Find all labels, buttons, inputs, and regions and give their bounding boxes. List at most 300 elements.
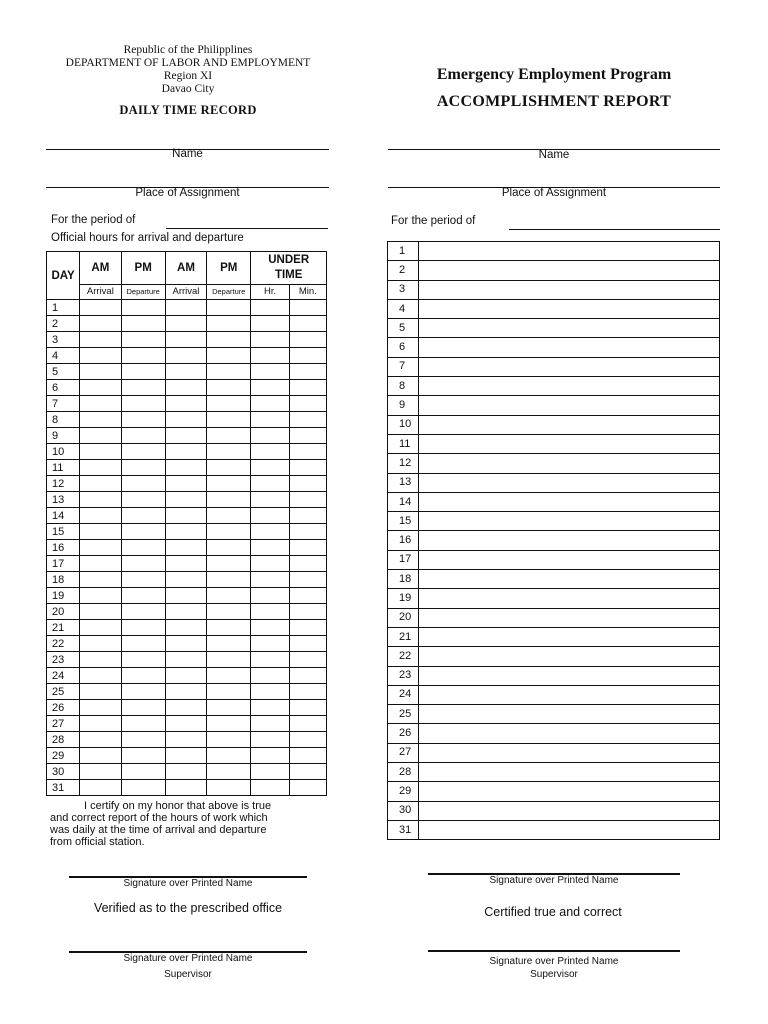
accomplishment-row [388, 357, 720, 376]
dtr-day-number: 28 [47, 732, 80, 748]
pm-departure-cell[interactable] [207, 556, 251, 572]
accomplishment-entry-cell[interactable] [419, 589, 720, 608]
pm-arrival-cell[interactable] [165, 668, 206, 684]
accomplishment-entry-cell[interactable] [419, 570, 720, 589]
undertime-min-cell[interactable] [289, 460, 326, 476]
report-name-label: Name [538, 149, 570, 161]
am-arrival-cell[interactable] [80, 684, 121, 700]
am-departure-cell[interactable] [121, 700, 165, 716]
undertime-hr-cell[interactable] [251, 348, 289, 364]
am-arrival-cell[interactable] [80, 348, 121, 364]
am-arrival-cell[interactable] [80, 396, 121, 412]
undertime-hr-cell[interactable] [251, 396, 289, 412]
am-arrival-cell[interactable] [80, 604, 121, 620]
accomplishment-entry-cell[interactable] [419, 820, 720, 839]
pm-departure-cell[interactable] [207, 396, 251, 412]
accomplishment-day-number: 16 [388, 531, 419, 550]
pm-arrival-cell[interactable] [165, 300, 206, 316]
pm-departure-cell[interactable] [207, 348, 251, 364]
undertime-hr-cell[interactable] [251, 476, 289, 492]
accomplishment-entry-cell[interactable] [419, 608, 720, 627]
undertime-hr-cell[interactable] [251, 460, 289, 476]
pm-header-2: PM [207, 252, 251, 285]
dtr-header-row [47, 252, 327, 285]
accomplishment-entry-cell[interactable] [419, 242, 720, 261]
am-departure-cell[interactable] [121, 684, 165, 700]
accomplishment-day-number: 14 [388, 492, 419, 511]
accomplishment-entry-cell[interactable] [419, 550, 720, 569]
undertime-min-cell[interactable] [289, 412, 326, 428]
undertime-hr-cell[interactable] [251, 748, 289, 764]
undertime-min-cell[interactable] [289, 556, 326, 572]
undertime-hr-cell[interactable] [251, 316, 289, 332]
dtr-day-number: 24 [47, 668, 80, 684]
accomplishment-row [388, 820, 720, 839]
accomplishment-entry-cell[interactable] [419, 415, 720, 434]
undertime-min-cell[interactable] [289, 428, 326, 444]
accomplishment-entry-cell[interactable] [419, 280, 720, 299]
pm-arrival-cell[interactable] [165, 652, 206, 668]
pm-departure-cell[interactable] [207, 492, 251, 508]
dtr-day-row [47, 780, 327, 796]
am-arrival-cell[interactable] [80, 540, 121, 556]
pm-arrival-cell[interactable] [165, 732, 206, 748]
dtr-day-row [47, 444, 327, 460]
accomplishment-day-number: 17 [388, 550, 419, 569]
dtr-day-number: 14 [47, 508, 80, 524]
pm-arrival-cell[interactable] [165, 620, 206, 636]
pm-departure-cell[interactable] [207, 732, 251, 748]
undertime-min-cell[interactable] [289, 588, 326, 604]
dtr-day-number: 12 [47, 476, 80, 492]
dtr-day-number: 20 [47, 604, 80, 620]
dtr-day-number: 26 [47, 700, 80, 716]
pm-arrival-cell[interactable] [165, 492, 206, 508]
undertime-min-cell[interactable] [289, 636, 326, 652]
am-arrival-cell[interactable] [80, 620, 121, 636]
pm-arrival-cell[interactable] [165, 444, 206, 460]
am-departure-cell[interactable] [121, 476, 165, 492]
departure-subheader-2: Departure [207, 285, 251, 300]
accomplishment-entry-cell[interactable] [419, 801, 720, 820]
accomplishment-entry-cell[interactable] [419, 338, 720, 357]
am-arrival-cell[interactable] [80, 524, 121, 540]
undertime-min-cell[interactable] [289, 700, 326, 716]
accomplishment-entry-cell[interactable] [419, 666, 720, 685]
undertime-hr-cell[interactable] [251, 684, 289, 700]
accomplishment-day-number: 10 [388, 415, 419, 434]
pm-departure-cell[interactable] [207, 572, 251, 588]
accomplishment-day-number: 23 [388, 666, 419, 685]
undertime-min-cell[interactable] [289, 540, 326, 556]
undertime-min-cell[interactable] [289, 732, 326, 748]
pm-arrival-cell[interactable] [165, 460, 206, 476]
undertime-min-cell[interactable] [289, 332, 326, 348]
report-signature-line-2[interactable] [428, 950, 680, 952]
pm-arrival-cell[interactable] [165, 380, 206, 396]
dtr-day-number: 31 [47, 780, 80, 796]
pm-arrival-cell[interactable] [165, 428, 206, 444]
am-departure-cell[interactable] [121, 556, 165, 572]
undertime-hr-cell[interactable] [251, 732, 289, 748]
accomplishment-row [388, 338, 720, 357]
accomplishment-entry-cell[interactable] [419, 724, 720, 743]
undertime-hr-cell[interactable] [251, 620, 289, 636]
accomplishment-day-number: 11 [388, 434, 419, 453]
dtr-day-number: 30 [47, 764, 80, 780]
am-departure-cell[interactable] [121, 444, 165, 460]
undertime-hr-cell[interactable] [251, 444, 289, 460]
dtr-day-number: 25 [47, 684, 80, 700]
dtr-day-row [47, 764, 327, 780]
undertime-min-cell[interactable] [289, 476, 326, 492]
dtr-day-row [47, 588, 327, 604]
am-departure-cell[interactable] [121, 428, 165, 444]
pm-departure-cell[interactable] [207, 412, 251, 428]
accomplishment-row [388, 473, 720, 492]
accomplishment-entry-cell[interactable] [419, 685, 720, 704]
accomplishment-entry-cell[interactable] [419, 261, 720, 280]
undertime-hr-cell[interactable] [251, 668, 289, 684]
am-arrival-cell[interactable] [80, 668, 121, 684]
am-arrival-cell[interactable] [80, 652, 121, 668]
dtr-period-line[interactable] [166, 228, 328, 229]
undertime-min-cell[interactable] [289, 492, 326, 508]
pm-arrival-cell[interactable] [165, 348, 206, 364]
undertime-hr-cell[interactable] [251, 508, 289, 524]
am-arrival-cell[interactable] [80, 636, 121, 652]
accomplishment-row [388, 454, 720, 473]
pm-departure-cell[interactable] [207, 780, 251, 796]
pm-departure-cell[interactable] [207, 364, 251, 380]
am-departure-cell[interactable] [121, 572, 165, 588]
under-time-label: UNDER TIME [268, 254, 310, 281]
accomplishment-day-number: 30 [388, 801, 419, 820]
undertime-min-cell[interactable] [289, 572, 326, 588]
undertime-hr-cell[interactable] [251, 652, 289, 668]
accomplishment-entry-cell[interactable] [419, 782, 720, 801]
am-arrival-cell[interactable] [80, 444, 121, 460]
accomplishment-row [388, 570, 720, 589]
dtr-day-row [47, 460, 327, 476]
undertime-min-cell[interactable] [289, 316, 326, 332]
accomplishment-entry-cell[interactable] [419, 627, 720, 646]
accomplishment-day-number: 12 [388, 454, 419, 473]
pm-arrival-cell[interactable] [165, 572, 206, 588]
accomplishment-entry-cell[interactable] [419, 434, 720, 453]
dtr-day-number: 4 [47, 348, 80, 364]
am-departure-cell[interactable] [121, 348, 165, 364]
accomplishment-day-number: 9 [388, 396, 419, 415]
undertime-min-cell[interactable] [289, 764, 326, 780]
accomplishment-entry-cell[interactable] [419, 492, 720, 511]
am-departure-cell[interactable] [121, 460, 165, 476]
pm-departure-cell[interactable] [207, 380, 251, 396]
undertime-min-cell[interactable] [289, 716, 326, 732]
accomplishment-row [388, 705, 720, 724]
accomplishment-row [388, 280, 720, 299]
report-title: ACCOMPLISHMENT REPORT [436, 93, 672, 110]
am-departure-cell[interactable] [121, 332, 165, 348]
report-place-label: Place of Assignment [501, 187, 607, 199]
undertime-hr-cell[interactable] [251, 604, 289, 620]
am-arrival-cell[interactable] [80, 476, 121, 492]
undertime-hr-cell[interactable] [251, 492, 289, 508]
pm-departure-cell[interactable] [207, 460, 251, 476]
dtr-day-row [47, 524, 327, 540]
am-arrival-cell[interactable] [80, 748, 121, 764]
pm-arrival-cell[interactable] [165, 508, 206, 524]
undertime-min-cell[interactable] [289, 620, 326, 636]
accomplishment-entry-cell[interactable] [419, 705, 720, 724]
undertime-min-cell[interactable] [289, 524, 326, 540]
pm-departure-cell[interactable] [207, 332, 251, 348]
pm-departure-cell[interactable] [207, 748, 251, 764]
undertime-hr-cell[interactable] [251, 780, 289, 796]
accomplishment-row [388, 377, 720, 396]
dtr-day-row [47, 700, 327, 716]
dtr-signature-label-1: Signature over Printed Name [123, 878, 253, 889]
day-header: DAY [47, 252, 80, 300]
pm-departure-cell[interactable] [207, 700, 251, 716]
report-period-line[interactable] [509, 229, 720, 230]
undertime-hr-cell[interactable] [251, 588, 289, 604]
certify-line-1: I certify on my honor that above is true [84, 800, 272, 812]
am-arrival-cell[interactable] [80, 428, 121, 444]
am-arrival-cell[interactable] [80, 380, 121, 396]
accomplishment-row [388, 299, 720, 318]
am-departure-cell[interactable] [121, 412, 165, 428]
undertime-min-cell[interactable] [289, 684, 326, 700]
header-republic: Republic of the Philipplines [123, 44, 253, 56]
pm-departure-cell[interactable] [207, 588, 251, 604]
pm-arrival-cell[interactable] [165, 604, 206, 620]
accomplishment-row [388, 647, 720, 666]
dtr-day-number: 7 [47, 396, 80, 412]
accomplishment-row [388, 743, 720, 762]
pm-departure-cell[interactable] [207, 764, 251, 780]
accomplishment-row [388, 666, 720, 685]
accomplishment-entry-cell[interactable] [419, 377, 720, 396]
dtr-place-label: Place of Assignment [135, 187, 240, 199]
undertime-min-cell[interactable] [289, 380, 326, 396]
undertime-min-cell[interactable] [289, 300, 326, 316]
accomplishment-entry-cell[interactable] [419, 531, 720, 550]
pm-arrival-cell[interactable] [165, 540, 206, 556]
pm-arrival-cell[interactable] [165, 764, 206, 780]
pm-departure-cell[interactable] [207, 668, 251, 684]
undertime-hr-cell[interactable] [251, 380, 289, 396]
undertime-min-cell[interactable] [289, 444, 326, 460]
undertime-hr-cell[interactable] [251, 556, 289, 572]
undertime-hr-cell[interactable] [251, 540, 289, 556]
accomplishment-entry-cell[interactable] [419, 299, 720, 318]
undertime-min-cell[interactable] [289, 396, 326, 412]
pm-arrival-cell[interactable] [165, 556, 206, 572]
am-departure-cell[interactable] [121, 732, 165, 748]
dtr-day-number: 22 [47, 636, 80, 652]
dtr-table [46, 251, 327, 796]
pm-departure-cell[interactable] [207, 476, 251, 492]
accomplishment-row [388, 492, 720, 511]
am-departure-cell[interactable] [121, 396, 165, 412]
accomplishment-entry-cell[interactable] [419, 454, 720, 473]
dtr-day-row [47, 540, 327, 556]
pm-departure-cell[interactable] [207, 684, 251, 700]
am-departure-cell[interactable] [121, 316, 165, 332]
am-departure-cell[interactable] [121, 748, 165, 764]
accomplishment-day-number: 13 [388, 473, 419, 492]
accomplishment-row [388, 396, 720, 415]
am-departure-cell[interactable] [121, 780, 165, 796]
pm-departure-cell[interactable] [207, 636, 251, 652]
arrival-subheader: Arrival [80, 285, 121, 300]
am-arrival-cell[interactable] [80, 460, 121, 476]
pm-departure-cell[interactable] [207, 540, 251, 556]
undertime-min-cell[interactable] [289, 364, 326, 380]
pm-departure-cell[interactable] [207, 652, 251, 668]
dtr-day-number: 10 [47, 444, 80, 460]
pm-arrival-cell[interactable] [165, 476, 206, 492]
pm-arrival-cell[interactable] [165, 396, 206, 412]
pm-departure-cell[interactable] [207, 620, 251, 636]
am-arrival-cell[interactable] [80, 556, 121, 572]
pm-departure-cell[interactable] [207, 316, 251, 332]
am-arrival-cell[interactable] [80, 716, 121, 732]
am-departure-cell[interactable] [121, 540, 165, 556]
pm-departure-cell[interactable] [207, 524, 251, 540]
accomplishment-day-number: 27 [388, 743, 419, 762]
undertime-hr-cell[interactable] [251, 700, 289, 716]
dtr-day-row [47, 428, 327, 444]
dtr-signature-label-2: Signature over Printed Name [123, 953, 253, 964]
am-arrival-cell[interactable] [80, 492, 121, 508]
pm-departure-cell[interactable] [207, 428, 251, 444]
accomplishment-entry-cell[interactable] [419, 319, 720, 338]
am-arrival-cell[interactable] [80, 412, 121, 428]
accomplishment-entry-cell[interactable] [419, 763, 720, 782]
accomplishment-row [388, 434, 720, 453]
dtr-day-number: 5 [47, 364, 80, 380]
accomplishment-entry-cell[interactable] [419, 743, 720, 762]
dtr-day-row [47, 396, 327, 412]
undertime-min-cell[interactable] [289, 604, 326, 620]
accomplishment-day-number: 1 [388, 242, 419, 261]
accomplishment-day-number: 25 [388, 705, 419, 724]
undertime-hr-cell[interactable] [251, 332, 289, 348]
accomplishment-day-number: 8 [388, 377, 419, 396]
undertime-hr-cell[interactable] [251, 364, 289, 380]
undertime-min-cell[interactable] [289, 652, 326, 668]
accomplishment-row [388, 589, 720, 608]
pm-arrival-cell[interactable] [165, 332, 206, 348]
pm-arrival-cell[interactable] [165, 636, 206, 652]
undertime-min-cell[interactable] [289, 508, 326, 524]
am-arrival-cell[interactable] [80, 508, 121, 524]
undertime-hr-cell[interactable] [251, 636, 289, 652]
am-departure-cell[interactable] [121, 300, 165, 316]
am-arrival-cell[interactable] [80, 300, 121, 316]
am-arrival-cell[interactable] [80, 764, 121, 780]
accomplishment-day-number: 19 [388, 589, 419, 608]
pm-arrival-cell[interactable] [165, 524, 206, 540]
undertime-hr-cell[interactable] [251, 572, 289, 588]
dtr-period-label: For the period of [51, 214, 136, 226]
pm-arrival-cell[interactable] [165, 700, 206, 716]
pm-departure-cell[interactable] [207, 444, 251, 460]
pm-departure-cell[interactable] [207, 604, 251, 620]
am-arrival-cell[interactable] [80, 364, 121, 380]
undertime-hr-cell[interactable] [251, 300, 289, 316]
am-departure-cell[interactable] [121, 668, 165, 684]
accomplishment-entry-cell[interactable] [419, 396, 720, 415]
accomplishment-row [388, 801, 720, 820]
am-departure-cell[interactable] [121, 492, 165, 508]
am-departure-cell[interactable] [121, 364, 165, 380]
undertime-hr-cell[interactable] [251, 524, 289, 540]
am-arrival-cell[interactable] [80, 700, 121, 716]
am-departure-cell[interactable] [121, 508, 165, 524]
undertime-min-cell[interactable] [289, 748, 326, 764]
undertime-hr-cell[interactable] [251, 716, 289, 732]
am-departure-cell[interactable] [121, 636, 165, 652]
am-header: AM [80, 252, 121, 285]
certify-line-3: was daily at the time of arrival and departure [50, 824, 267, 836]
accomplishment-entry-cell[interactable] [419, 647, 720, 666]
am-arrival-cell[interactable] [80, 572, 121, 588]
pm-arrival-cell[interactable] [165, 684, 206, 700]
dtr-name-label: Name [172, 148, 203, 160]
undertime-min-cell[interactable] [289, 348, 326, 364]
am-departure-cell[interactable] [121, 716, 165, 732]
am-departure-cell[interactable] [121, 620, 165, 636]
undertime-hr-cell[interactable] [251, 412, 289, 428]
accomplishment-entry-cell[interactable] [419, 473, 720, 492]
pm-arrival-cell[interactable] [165, 316, 206, 332]
am-departure-cell[interactable] [121, 652, 165, 668]
pm-arrival-cell[interactable] [165, 412, 206, 428]
am-arrival-cell[interactable] [80, 732, 121, 748]
undertime-min-cell[interactable] [289, 668, 326, 684]
undertime-hr-cell[interactable] [251, 764, 289, 780]
am-arrival-cell[interactable] [80, 316, 121, 332]
am-arrival-cell[interactable] [80, 332, 121, 348]
accomplishment-day-number: 6 [388, 338, 419, 357]
pm-arrival-cell[interactable] [165, 716, 206, 732]
am-departure-cell[interactable] [121, 588, 165, 604]
pm-arrival-cell[interactable] [165, 748, 206, 764]
accomplishment-entry-cell[interactable] [419, 357, 720, 376]
pm-arrival-cell[interactable] [165, 780, 206, 796]
accomplishment-entry-cell[interactable] [419, 512, 720, 531]
am-departure-cell[interactable] [121, 380, 165, 396]
undertime-hr-cell[interactable] [251, 428, 289, 444]
pm-departure-cell[interactable] [207, 300, 251, 316]
dtr-day-row [47, 716, 327, 732]
undertime-min-cell[interactable] [289, 780, 326, 796]
am-arrival-cell[interactable] [80, 780, 121, 796]
pm-departure-cell[interactable] [207, 508, 251, 524]
pm-departure-cell[interactable] [207, 716, 251, 732]
am-departure-cell[interactable] [121, 604, 165, 620]
pm-arrival-cell[interactable] [165, 364, 206, 380]
pm-arrival-cell[interactable] [165, 588, 206, 604]
am-departure-cell[interactable] [121, 524, 165, 540]
official-hours-label: Official hours for arrival and departure [51, 232, 244, 244]
dtr-day-row [47, 748, 327, 764]
am-departure-cell[interactable] [121, 764, 165, 780]
am-arrival-cell[interactable] [80, 588, 121, 604]
